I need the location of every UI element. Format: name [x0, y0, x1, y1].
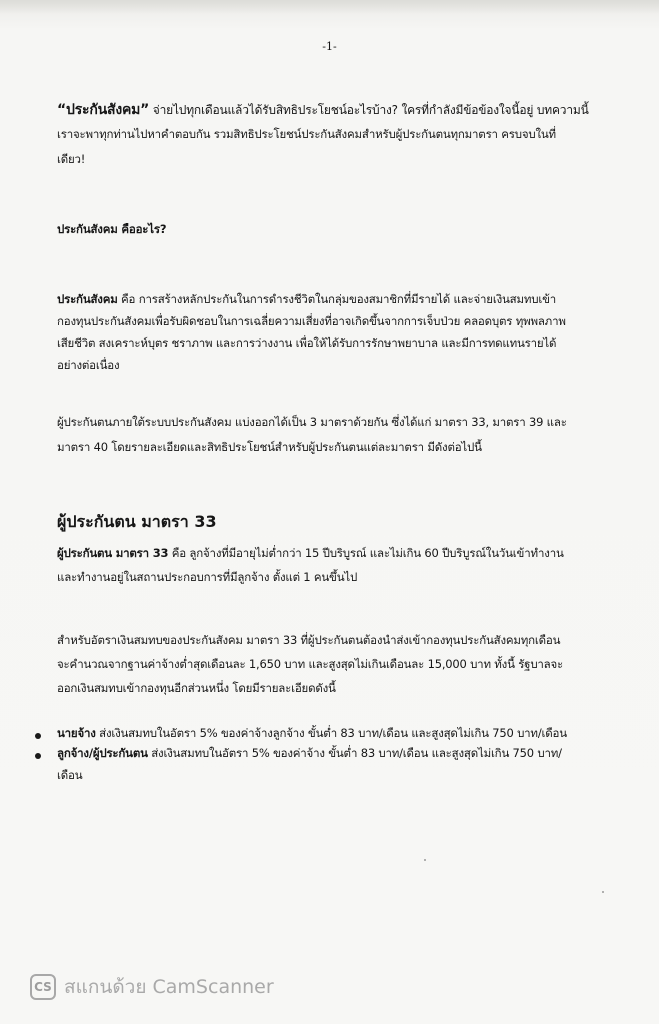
definition-line-3: เสียชีวิต สงเคราะห์บุตร ชราภาพ และการว่างงาน เพื่อให้ได้รับการรักษาพยาบาล และมีการทดแทนรายได้ — [57, 336, 557, 350]
section-33-line-2: และทำงานอยู่ในสถานประกอบการที่มีลูกจ้าง ตั้งแต่ 1 คนขึ้นไป — [57, 570, 358, 584]
definition-line-2: กองทุนประกันสังคมเพื่อรับผิดชอบในการเฉลี่ยความเสี่ยงที่อาจเกิดขึ้นจากการเจ็บป่วย คลอดบุตร ทุพพลภาพ — [57, 314, 566, 328]
bullet-employee-continued: เดือน — [57, 768, 83, 782]
intro-line-1 — [57, 99, 617, 121]
bullet-item-employee — [57, 742, 637, 764]
intro-line-1-text: จ่ายไปทุกเดือนแล้วได้รับสิทธิประโยชน์อะไรบ้าง? ใครที่กำลังมีข้อข้องใจนี้อยู่ บทความนี้ — [149, 103, 589, 117]
bullet-item-employer — [57, 722, 637, 744]
bullet-marker — [35, 753, 41, 759]
page-number: -1- — [322, 40, 337, 53]
contribution-line-3: ออกเงินสมทบเข้ากองทุนอีกส่วนหนึ่ง โดยมีรายละเอียดดังนี้ — [57, 681, 336, 695]
scan-top-edge — [0, 0, 659, 14]
sections-intro-line-1: ผู้ประกันตนภายใต้ระบบประกันสังคม แบ่งออกได้เป็น 3 มาตราด้วยกัน ซึ่งได้แก่ มาตรา 33, มาตรา 39 และ — [57, 415, 567, 429]
definition-line-1 — [57, 288, 617, 310]
bullet-employee-bold: ลูกจ้าง/ผู้ประกันตน — [57, 746, 148, 760]
what-is-heading: ประกันสังคม คืออะไร? — [57, 222, 167, 236]
intro-bold: “ประกันสังคม” — [57, 102, 150, 118]
bullet-employer-bold: นายจ้าง — [57, 726, 96, 740]
contribution-line-2: จะคำนวณจากฐานค่าจ้างต่ำสุดเดือนละ 1,650 บาท และสูงสุดไม่เกินเดือนละ 15,000 บาท ทั้งนี้ รัฐบาลจะ — [57, 657, 564, 671]
definition-line-4: อย่างต่อเนื่อง — [57, 358, 120, 372]
sections-intro-line-2: มาตรา 40 โดยรายละเอียดและสิทธิประโยชน์สำหรับผู้ประกันตนแต่ละมาตรา มีดังต่อไปนี้ — [57, 440, 482, 454]
camscanner-logo-icon: CS — [30, 974, 56, 1000]
bullet-marker — [35, 733, 41, 739]
section-33-bold: ผู้ประกันตน มาตรา 33 — [57, 546, 169, 560]
bullet-employer-text: ส่งเงินสมทบในอัตรา 5% ของค่าจ้างลูกจ้าง ขั้นต่ำ 83 บาท/เดือน และสูงสุดไม่เกิน 750 บาท/เดือน — [95, 726, 567, 740]
section-33-line-1-text: คือ ลูกจ้างที่มีอายุไม่ต่ำกว่า 15 ปีบริบูรณ์ และไม่เกิน 60 ปีบริบูรณ์ในวันเข้าทำงาน — [168, 546, 564, 560]
section-33-heading: ผู้ประกันตน มาตรา 33 — [57, 512, 217, 531]
contribution-line-1: สำหรับอัตราเงินสมทบของประกันสังคม มาตรา 33 ที่ผู้ประกันตนต้องนำส่งเข้ากองทุนประกันสังคมทุกเดือน — [57, 633, 561, 647]
section-33-line-1 — [57, 542, 617, 564]
definition-bold: ประกันสังคม — [57, 292, 118, 306]
scan-speck — [602, 891, 604, 893]
intro-line-3: เดียว! — [57, 152, 86, 166]
definition-line-1-text: คือ การสร้างหลักประกันในการดำรงชีวิตในกลุ่มของสมาชิกที่มีรายได้ และจ่ายเงินสมทบเข้า — [117, 292, 556, 306]
camscanner-watermark — [30, 972, 274, 1002]
scan-speck — [424, 859, 426, 861]
watermark-text: สแกนด้วย CamScanner — [64, 976, 274, 998]
bullet-employee-text: ส่งเงินสมทบในอัตรา 5% ของค่าจ้าง ขั้นต่ำ 83 บาท/เดือน และสูงสุดไม่เกิน 750 บาท/ — [147, 746, 562, 760]
intro-line-2: เราจะพาทุกท่านไปหาคำตอบกัน รวมสิทธิประโยชน์ประกันสังคมสำหรับผู้ประกันตนทุกมาตรา ครบจบในที่ — [57, 127, 556, 141]
